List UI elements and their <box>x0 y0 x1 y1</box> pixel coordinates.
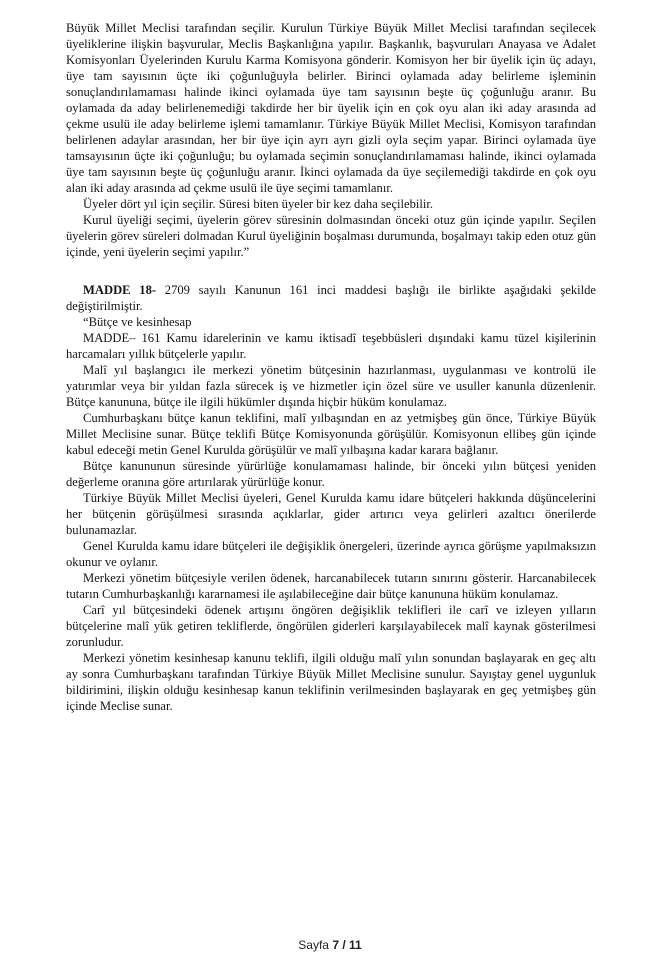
paragraph-fiscal-year: Malî yıl başlangıcı ile merkezi yönetim bütçesinin hazırlanması, uygulanması ve kontrolü ile yatırımlar veya bir yıldan fazla sürecek iş ve hizmetler için özel süre ve usuller kanunla düzenlenir. Bütçe kanununa, bütçe ile ilgili hükümler dışında hiçbir hüküm konulamaz. <box>66 363 596 409</box>
article-label: MADDE 18- <box>83 283 157 297</box>
paragraph-final-accounts: Merkezi yönetim kesinhesap kanunu teklifi, ilgili olduğu malî yılın sonundan başlayarak en geç altı ay sonra Cumhurbaşkanı tarafından Türkiye Büyük Millet Meclisine sunulur. Sayıştay genel uygunluk bildirimini, ilişkin olduğu kesinhesap kanun teklifinin verilmesinden başlayarak en geç yetmişbeş gün içinde Meclise sunar. <box>66 651 596 713</box>
paragraph-budget-delay: Bütçe kanununun süresinde yürürlüğe konulamaması halinde, bir önceki yılın bütçesi yeniden değerleme oranına göre artırılarak yürürlüğe konur. <box>66 459 596 489</box>
page-separator: / <box>339 938 350 952</box>
paragraph-election: Kurul üyeliği seçimi, üyelerin görev süresinin dolmasından önceki otuz gün içinde yapılır. Seçilen üyelerin görev süreleri dolmadan Kurul üyeliğinin boşalması durumunda, boşalmayı takip eden otuz gün içinde, yeni üyelerin seçimi yapılır.” <box>66 213 596 259</box>
page-current: 7 <box>332 938 339 952</box>
paragraph-161: MADDE– 161 Kamu idarelerinin ve kamu iktisadî teşebbüsleri dışındaki kamu tüzel kişilerinin harcamaları yıllık bütçelerle yapılır. <box>66 331 596 361</box>
quote-title: “Bütçe ve kesinhesap <box>83 315 192 329</box>
paragraph-appropriation: Merkezi yönetim bütçesiyle verilen ödenek, harcanabilecek tutarın sınırını gösterir. Harcanabilecek tutarın Cumhurbaşkanlığı kararnamesi ile aşılabileceğine dair bütçe kanununa hüküm konulamaz. <box>66 571 596 601</box>
paragraph-budget-proposal: Cumhurbaşkanı bütçe kanun teklifini, malî yılbaşından en az yetmişbeş gün önce, Türkiye Büyük Millet Meclisine sunar. Bütçe teklifi Bütçe Komisyonunda görüşülür. Komisyonun ellibeş gün içinde kabul edeceği metin Genel Kurulda görüşülür ve malî yılbaşına kadar karara bağlanır. <box>66 411 596 457</box>
document-body <box>66 20 596 714</box>
page-total: 11 <box>349 938 362 952</box>
paragraph-amendments: Genel Kurulda kamu idare bütçeleri ile değişiklik önergeleri, üzerinde ayrıca görüşme yapılmaksızın okunur ve oylanır. <box>66 539 596 569</box>
paragraph-term: Üyeler dört yıl için seçilir. Süresi biten üyeler bir kez daha seçilebilir. <box>83 197 434 211</box>
paragraph-members: Türkiye Büyük Millet Meclisi üyeleri, Genel Kurulda kamu idare bütçeleri hakkında düşüncelerini her bütçenin görüşülmesi sırasında açıklarlar, gider artırıcı veya gelirleri azaltıcı önerilerde bulunamazlar. <box>66 491 596 537</box>
page-number-label: Sayfa <box>298 938 333 952</box>
article-text: 2709 sayılı Kanunun 161 inci maddesi başlığı ile birlikte aşağıdaki şekilde değiştirilmiştir. <box>66 283 596 313</box>
article-18 <box>66 282 596 314</box>
paragraph-current-year: Carî yıl bütçesindeki ödenek artışını öngören değişiklik teklifleri ile carî ve izleyen yılların bütçelerine malî yük getiren tekliflerde, öngörülen giderleri karşılayabilecek malî kaynak gösterilmesi zorunludur. <box>66 603 596 649</box>
page-number <box>0 938 660 952</box>
paragraph-continuation: Büyük Millet Meclisi tarafından seçilir. Kurulun Türkiye Büyük Millet Meclisi tarafından seçilecek üyeliklerine ilişkin başvurular, Meclis Başkanlığına yapılır. Başkanlık, başvuruları Anayasa ve Adalet Komisyonları Üyelerinden Kurulu Karma Komisyona gönderir. Komisyon her bir üyelik için üç adayı, üye tam sayısının üçte iki çoğunluğuyla belirler. Birinci oylamada aday belirleme işleminin sonuçlandırılamaması halinde ikinci oylamada üye tam sayısının beşte üç çoğunluğu aranır. Bu oylamada da aday belirlenemediği takdirde her bir üyelik için en çok oyu alan iki aday arasında ad çekme usulü ile aday belirleme işlemi tamamlanır. Türkiye Büyük Millet Meclisi, Komisyon tarafından belirlenen adaylar arasından, her bir üye için ayrı ayrı gizli oyla seçim yapar. Birinci oylamada üye tamsayısının üçte iki çoğunluğu; bu oylamada seçimin sonuçlandırılamaması halinde, ikinci oylamada üye tam sayısının beşte üç çoğunluğu aranır. İkinci oylamada da üye seçilemediği takdirde en çok oyu alan iki aday arasında ad çekme usulü ile üye seçimi tamamlanır. <box>66 21 596 195</box>
